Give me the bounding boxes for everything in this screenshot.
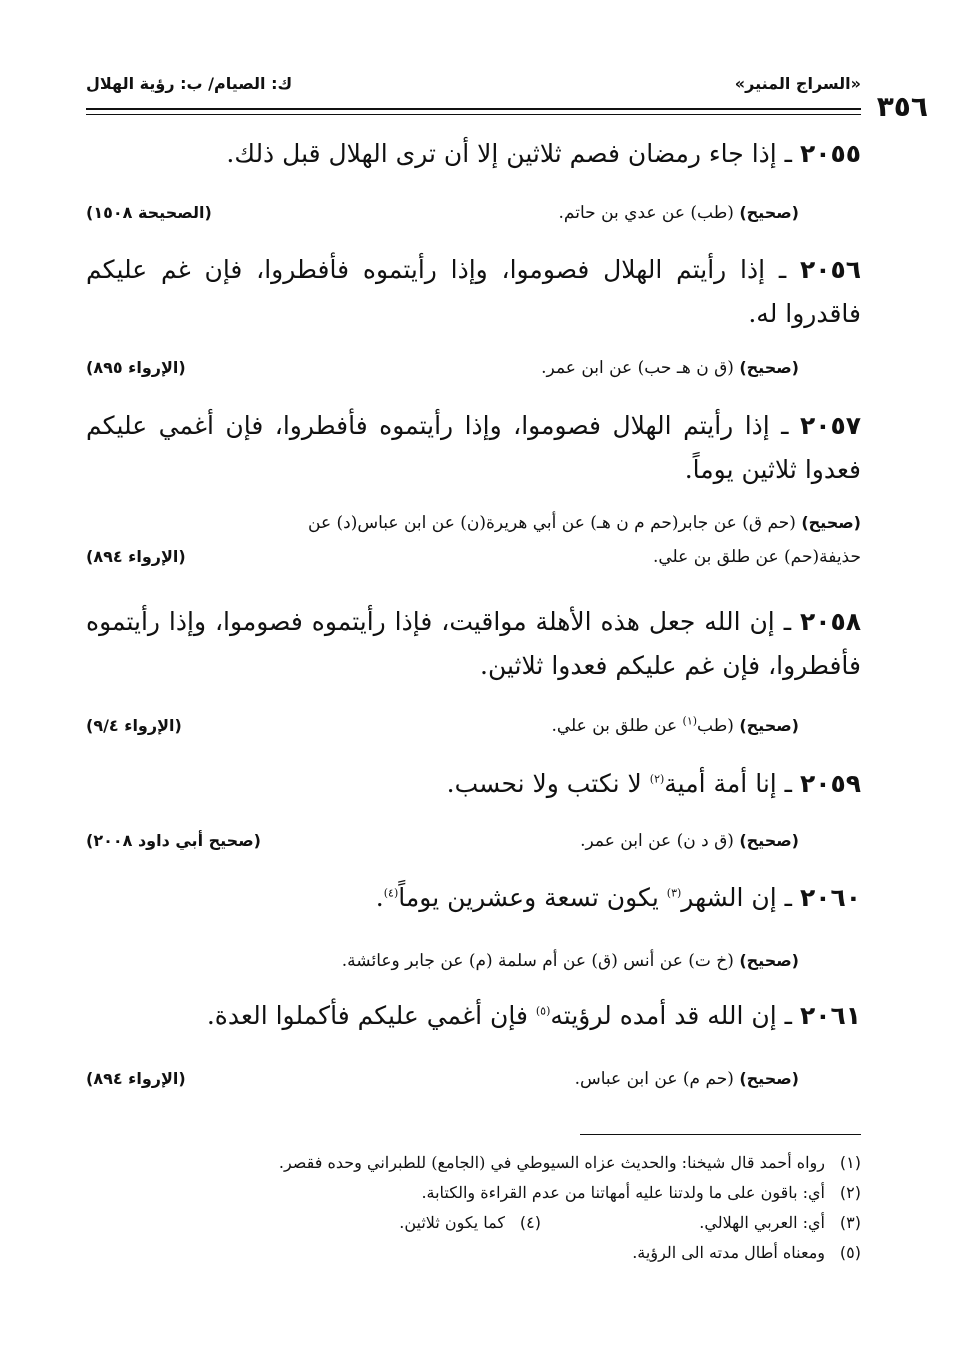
hadith-body: إذا جاء رمضان فصم ثلاثين إلا أن ترى الهلال قبل ذلك.: [226, 139, 777, 168]
grade-label: (صحيح): [739, 203, 799, 222]
hadith-text: ٢٠٥٧ ـ إذا رأيتم الهلال فصوموا، وإذا رأيتموه فأفطروا، فإن أغمي عليكم فعدوا ثلاثين يوماً.: [86, 411, 861, 484]
hadith-source: [86, 946, 861, 976]
reference: (صحيح أبي داود ٢٠٠٨): [86, 831, 261, 850]
hadith-number: ٢٠٥٥: [799, 139, 861, 168]
footnote-marker[interactable]: (٤): [383, 886, 399, 900]
footnote-text: ومعناه أطال مدته الى الرؤية.: [632, 1243, 825, 1262]
source-text: [559, 198, 799, 228]
hadith-number: ٢٠٥٨: [799, 607, 862, 636]
source-text: [580, 826, 799, 856]
hadith-body: إذا رأيتم الهلال فصوموا، وإذا رأيتموه فأفطروا، فإن غم عليكم فاقدروا له.: [86, 255, 861, 328]
hadith-body-end: .: [375, 883, 384, 912]
book-title: «السراج المنير»: [734, 74, 861, 93]
footnote-marker[interactable]: (١): [682, 714, 698, 728]
footnote: [86, 1148, 861, 1178]
footnote-marker[interactable]: (٥): [535, 1004, 551, 1018]
reference: (الإرواء ٩/٤): [86, 716, 182, 735]
grade-label: (صحيح): [739, 358, 799, 377]
reference: (الصحيحة ١٥٠٨): [86, 203, 212, 222]
running-header: [86, 72, 861, 102]
footnote-number: (٥): [839, 1243, 861, 1262]
source-text: [541, 353, 799, 383]
source-narrators: (طب: [697, 716, 734, 736]
hadith-text: ٢٠٥٦ ـ إذا رأيتم الهلال فصوموا، وإذا رأيتموه فأفطروا، فإن غم عليكم فاقدروا له.: [86, 255, 861, 328]
footnote-text: كما يكون ثلاثين.: [399, 1213, 505, 1232]
hadith-source: [86, 1064, 861, 1094]
hadith-body: إن الله قد أمده لرؤيته: [550, 1001, 777, 1030]
hadith-source: [86, 198, 861, 228]
grade-label: (صحيح): [739, 1069, 799, 1088]
hadith-number: ٢٠٦٠: [799, 883, 861, 912]
footnotes: [86, 1148, 861, 1268]
source-line: [86, 540, 861, 574]
hadith-body: إن الله جعل هذه الأهلة مواقيت، فإذا رأيتموه فصوموا، وإذا رأيتموه فأفطروا، فإن غم عليكم فعدوا ثلاثين.: [86, 607, 861, 680]
hadith-text: ٢٠٦٠ ـ إن الشهر$^{(٣)}$ يكون تسعة وعشرين يوماً$^{(٤)}$.: [375, 883, 861, 912]
hadith-body: إن الشهر: [681, 883, 777, 912]
source-narrators-cont: عن طلق بن علي.: [551, 716, 683, 736]
hadith-body: إنا أمة أمية: [664, 769, 777, 798]
hadith-number: ٢٠٥٦: [799, 255, 861, 284]
grade-label: (صحيح): [739, 831, 799, 850]
source-text: [342, 946, 799, 976]
source-line: [86, 506, 861, 540]
reference: (الإرواء ٨٩٤): [86, 547, 186, 566]
hadith-body-cont: يكون تسعة وعشرين يوماً: [398, 883, 667, 912]
reference: (الإرواء ٨٩٤): [86, 1069, 186, 1088]
hadith-number: ٢٠٦١: [799, 1001, 861, 1030]
reference: (الإرواء ٨٩٥): [86, 358, 186, 377]
source-narrators: (حم م) عن ابن عباس.: [574, 1069, 734, 1089]
footnote-inline: [399, 1208, 541, 1238]
hadith-source: [86, 711, 861, 741]
source-narrators: (طب) عن عدي بن حاتم.: [558, 203, 734, 223]
source-narrators: (ق د ن) عن ابن عمر.: [580, 831, 734, 851]
footnote-number: (٣): [839, 1213, 861, 1232]
footnote-text: أي: العربي الهلالي.: [699, 1213, 825, 1232]
hadith-body: إذا رأيتم الهلال فصوموا، وإذا رأيتموه فأفطروا، فإن أغمي عليكم فعدوا ثلاثين يوماً.: [86, 411, 861, 484]
grade-label: (صحيح): [739, 716, 799, 735]
grade-label: (صحيح): [801, 513, 861, 532]
source-narrators: (حم ق) عن جابر(حم م ن هـ) عن أبي هريرة(ن) عن ابن عباس(د) عن: [308, 513, 796, 533]
hadith-text: ٢٠٥٥ ـ إذا جاء رمضان فصم ثلاثين إلا أن ترى الهلال قبل ذلك.: [226, 139, 861, 168]
header-rule: [86, 108, 861, 110]
footnote-separator: [580, 1134, 861, 1135]
footnote-text: أي: باقون على ما ولدتنا عليه أمهاتنا من عدم القراءة والكتابة.: [421, 1183, 825, 1202]
source-text: [575, 1064, 799, 1094]
hadith-text: ٢٠٥٨ ـ إن الله جعل هذه الأهلة مواقيت، فإذا رأيتموه فصوموا، وإذا رأيتموه فأفطروا، فإن غم عليكم فعدوا ثلاثين.: [86, 607, 862, 680]
source-narrators: (ق ن هـ حب) عن ابن عمر.: [541, 358, 734, 378]
footnote-marker[interactable]: (٣): [666, 886, 682, 900]
source-narrators-cont: حذيفة(حم) عن طلق بن علي.: [652, 547, 861, 567]
header-rule-thin: [86, 114, 861, 115]
hadith-source: [86, 506, 861, 574]
grade-label: (صحيح): [739, 951, 799, 970]
hadith-source: [86, 353, 861, 383]
footnote-text: رواه أحمد قال شيخنا: والحديث عزاه السيوطي في (الجامع) للطبراني وحده فقصر.: [278, 1153, 825, 1172]
hadith-body-cont: لا نكتب ولا نحسب.: [446, 769, 650, 798]
footnote-number: (١): [839, 1153, 861, 1172]
footnote: [86, 1178, 861, 1208]
hadith-text: ٢٠٥٩ ـ إنا أمة أمية$^{(٢)}$ لا نكتب ولا نحسب.: [446, 769, 861, 798]
footnote-number: (٤): [519, 1213, 541, 1232]
hadith-source: [86, 826, 861, 856]
hadith-number: ٢٠٥٩: [799, 769, 861, 798]
page-number: ٣٥٦: [876, 90, 928, 123]
footnote-number: (٢): [839, 1183, 861, 1202]
footnote-marker[interactable]: (٢): [649, 772, 665, 786]
hadith-number: ٢٠٥٧: [799, 411, 861, 440]
source-narrators: (خ ت) عن أنس (ق) عن أم سلمة (م) عن جابر وعائشة.: [341, 951, 734, 971]
source-text: [551, 711, 799, 741]
chapter-title: ك: الصيام/ ب: رؤية الهلال: [86, 74, 293, 93]
hadith-text: ٢٠٦١ ـ إن الله قد أمده لرؤيته$^{(٥)}$ فإن أغمي عليكم فأكملوا العدة.: [206, 1001, 861, 1030]
hadith-body-cont: فإن أغمي عليكم فأكملوا العدة.: [206, 1001, 536, 1030]
footnote: [86, 1208, 861, 1238]
footnote: [86, 1238, 861, 1268]
